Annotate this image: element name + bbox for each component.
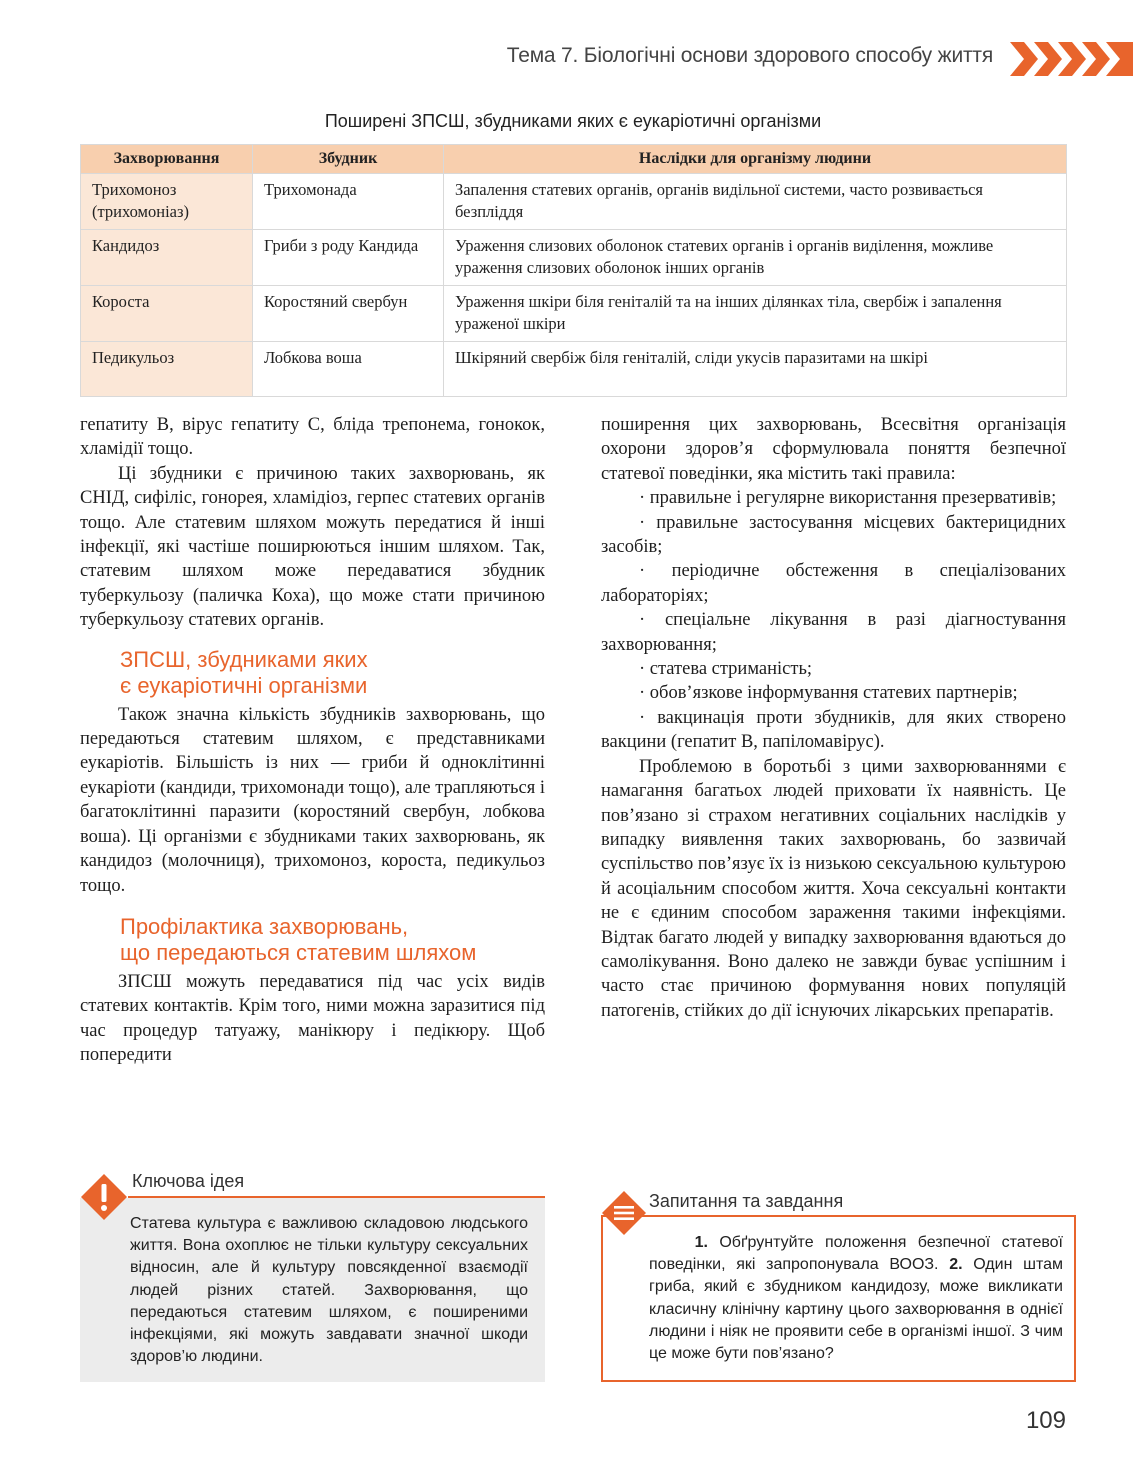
- cell-consequences: Запалення статевих органів, органів видільної системи, часто розвивається безпліддя: [444, 174, 1067, 230]
- cell-disease: Короста: [81, 286, 253, 342]
- list-item: · періодичне обстеження в спеціалізованих лабораторіях;: [601, 561, 1066, 606]
- list-icon: [601, 1190, 647, 1236]
- paragraph: поширення цих захворювань, Всесвітня організація охорони здоров’я сформулювала поняття безпечної статевої поведінки, яка містить такі правила:: [601, 415, 1066, 484]
- section-heading: [80, 647, 545, 699]
- section-heading-line: що передаються статевим шляхом: [120, 939, 477, 965]
- list-item: · обов’язкове інформування статевих партнерів;: [639, 683, 1018, 704]
- key-idea-box: [80, 1171, 545, 1382]
- table-row: [81, 230, 1067, 286]
- diseases-table: [80, 144, 1066, 397]
- question-text: Один штам гриба, який є збудником кандидозу, може викликати класичну клінічну картину цього захворювання в однієї людини і ніяк не проявити себе в організмі іншої. З чим це може бути пов’язано?: [649, 1256, 1063, 1363]
- cell-disease: Педикульоз: [81, 342, 253, 397]
- table-row: [81, 174, 1067, 230]
- header-disease: Захворювання: [81, 145, 253, 174]
- list-item: · правильне застосування місцевих бактерицидних засобів;: [601, 512, 1066, 558]
- table-row: [81, 342, 1067, 397]
- right-text-column: [601, 413, 1066, 1023]
- header-consequences: Наслідки для організму людини: [444, 145, 1067, 174]
- paragraph: Проблемою в боротьбі з цими захворюваннями є намагання багатьох людей приховати їх наявність. Це пов’язано зі страхом негативних соціальних наслідків у випадку виявлення таких захворювань, бо зазвичай суспільство пов’язує їх із низькою сексуальною культурою й асоціальним способом життя. Хоча сексуальні контакти не є єдиним способом зараження такими інфекціями. Відтак багато людей у випадку захворювання вдаються до самолікування. Воно далеко не завжди буває успішним і часто стає причиною формування нових популяцій патогенів, стійких до дії існуючих лікарських препаратів.: [601, 756, 1066, 1021]
- page-number: 109: [1025, 1407, 1066, 1434]
- paragraph: гепатиту В, вірус гепатиту С, бліда трепонема, гонокок, хламідії тощо.: [80, 415, 545, 460]
- section-heading-line: Профілактика захворювань,: [120, 913, 409, 939]
- key-idea-rule: [128, 1196, 545, 1198]
- cell-consequences: Ураження слизових оболонок статевих органів і органів виділення, можливе ураження слизових оболонок інших органів: [444, 230, 1067, 286]
- chevron-arrows-icon: [1010, 42, 1133, 76]
- paragraph: ЗПСШ можуть передаватися під час усіх видів статевих контактів. Крім того, ними можна заразитися під час процедур татуажу, манікюру і педікюру. Щоб попередити: [80, 971, 545, 1066]
- cell-disease: Трихомоноз (трихомоніаз): [81, 174, 253, 230]
- list-item: · правильне і регулярне використання презервативів;: [639, 488, 1057, 509]
- table-header-row: [81, 145, 1067, 174]
- cell-pathogen: Гриби з роду Кандида: [253, 230, 444, 286]
- table-caption: Поширені ЗПСШ, збудниками яких є еукаріотичні організми: [324, 111, 822, 131]
- exclamation-icon: [80, 1173, 128, 1221]
- paragraph: Ці збудники є причиною таких захворювань, як СНІД, сифіліс, гонорея, хламідіоз, герпес статевих органів тощо. Але статевим шляхом можуть передатися й інші інфекції, які частіше поширюються іншим шляхом. Так, статевим шляхом може передаватися збудник туберкульозу (паличка Коха), що може стати причиною туберкульозу статевих органів.: [80, 463, 545, 631]
- cell-pathogen: Трихомонада: [253, 174, 444, 230]
- questions-text: [649, 1232, 1063, 1365]
- key-idea-text: Статева культура є важливою складовою людського життя. Вона охоплює не тільки культуру сексуальних відносин, але й культуру повсякденної взаємодії людей різних статей. Захворювання, що передаються статевим шляхом, є поширеними інфекціями, які можуть завдавати значної шкоди здоров’ю людини.: [130, 1215, 528, 1366]
- key-idea-title: Ключова ідея: [132, 1171, 245, 1191]
- list-item: · спеціальне лікування в разі діагностування захворювання;: [601, 610, 1066, 655]
- cell-pathogen: Лобкова воша: [253, 342, 444, 397]
- section-heading-line: ЗПСШ, збудниками яких: [120, 646, 368, 672]
- question-number: 1.: [694, 1234, 708, 1251]
- running-header-title: Тема 7. Біологічні основи здорового способу життя: [506, 44, 993, 67]
- header-pathogen: Збудник: [253, 145, 444, 174]
- list-item: · статева стриманість;: [639, 659, 813, 680]
- section-heading-line: є еукаріотичні організми: [120, 672, 368, 698]
- list-item: · вакцинація проти збудників, для яких створено вакцини (гепатит В, папіломавірус).: [601, 707, 1066, 753]
- question-text: Обґрунтуйте положення безпечної статевої поведінки, які запропонувала ВООЗ.: [649, 1234, 1063, 1274]
- cell-pathogen: Коростяний свербун: [253, 286, 444, 342]
- questions-box: [601, 1190, 1078, 1384]
- paragraph: Також значна кількість збудників захворювань, що передаються статевим шляхом, є представниками еукаріотів. Більшість із них — гриби й одноклітинні еукаріоти (кандиди, трихомонади тощо), але трапляються і багатоклітинні паразити (коростяний свербун, лобкова воша). Ці організми є збудниками таких захворювань, як кандидоз (молочниця), трихомоноз, короста, педикульоз тощо.: [80, 704, 545, 896]
- section-heading: [80, 914, 545, 966]
- cell-consequences: Ураження шкіри біля геніталій та на інших ділянках тіла, свербіж і запалення ураженої шкіри: [444, 286, 1067, 342]
- cell-consequences: Шкіряний свербіж біля геніталій, сліди укусів паразитами на шкірі: [444, 342, 1067, 397]
- question-number: 2.: [949, 1256, 963, 1274]
- cell-disease: Кандидоз: [81, 230, 253, 286]
- table-row: [81, 286, 1067, 342]
- questions-title: Запитання та завдання: [649, 1191, 844, 1211]
- left-text-column: [80, 413, 545, 1068]
